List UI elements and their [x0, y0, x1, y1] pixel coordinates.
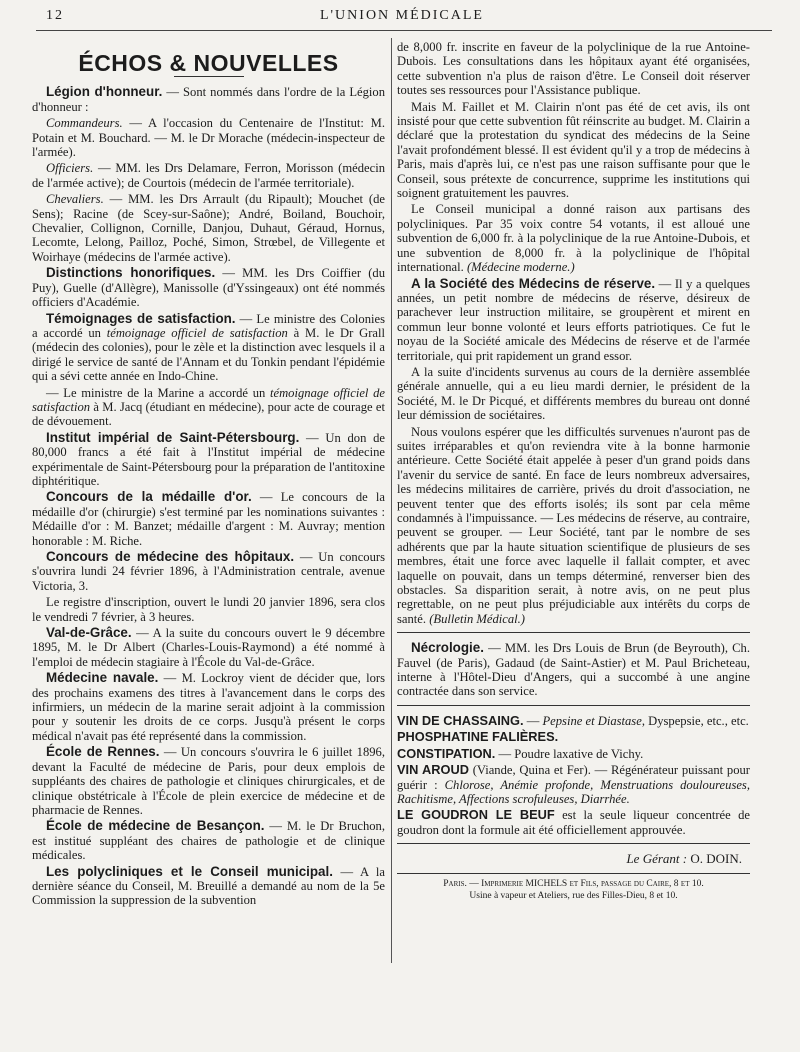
officiers-text: — MM. les Drs Delamare, Ferron, Morisson (médecin de l'armée active); de Courtois (médecin de l'armée territoriale). [32, 161, 385, 190]
institut-text: — Un don de 80,000 francs a été fait à l'Institut impérial de médecine expérimentale de Saint-Pétersbourg pour la préparation de l'antitoxine diphtéritique. [32, 430, 385, 488]
column-divider [391, 38, 392, 963]
running-head [32, 4, 772, 28]
reserve-paragraph [397, 277, 750, 363]
ad-phosphatine-heading: PHOSPHATINE FALIÈRES. [397, 729, 559, 745]
right-column [397, 40, 750, 902]
reserve-heading: A la Société des Médecins de réserve. [411, 275, 656, 291]
legion-heading: Légion d'honneur. [46, 84, 163, 100]
ad-goudron [397, 808, 750, 837]
title-rule [174, 76, 244, 77]
polycliniques-continued-3-text: Le Conseil municipal a donné raison aux partisans des polycliniques. Par 35 voix contre 54 votants, il est alloué une subvention de 6,000 fr. à la polyclinique de la rue Antoine-Dubois, et une subvention de 8,000 fr. à la polyclinique de l'hôpital international. [397, 202, 750, 275]
medaille-heading: Concours de la médaille d'or. [46, 489, 252, 505]
valdegrace-text: — A la suite du concours ouvert le 9 décembre 1895, M. le Dr Albert (Charles-Louis-Raymond) a été nommé à l'emploi de médecin stagiaire à l'École du Val-de-Grâce. [32, 626, 385, 669]
necrologie-top-rule [397, 632, 750, 633]
legion-intro: — Sont nommés dans l'ordre de la Légion d'honneur : [32, 85, 386, 114]
hopitaux-heading: Concours de médecine des hôpitaux. [46, 549, 295, 564]
besancon-text: — M. le Dr Bruchon, est institué suppléant des chaires de pathologie et de clinique médicales. [32, 819, 385, 863]
chevaliers-text: — MM. les Drs Arrault (du Ripault); Mouchet (de Sens); Racine (de Scey-sur-Saône); André, Boiland, Bouchoir, Chevalier, Collignon, Cornille, Danjou, Duhaut, Géraud, Hornus, Lecomte, Lelong, Pailloz, Poché, Simon, Strœbel, de Villegente et Woirhaye (médecins de l'armée active). [32, 192, 385, 264]
temoignages-paragraph [32, 312, 385, 384]
necrologie-paragraph [397, 641, 750, 699]
ad-chassaing-dash: — [523, 713, 543, 728]
ad-chassaing-text: , Dyspepsie, etc., etc. [641, 713, 749, 728]
temoignages-heading: Témoignages de satisfaction. [46, 310, 236, 326]
valdegrace-heading: Val-de-Grâce. [46, 625, 132, 641]
institut-paragraph [32, 431, 385, 489]
distinctions-text: — MM. les Drs Coiffier (du Puy), Guelle (d'Allègre), Manissolle (d'Yssingeaux) ont été nommés officiers d'Académie. [32, 266, 385, 310]
temoignages-text-2: à M. le Dr Grall (médecin des colonies), pour le zèle et la distinction avec lesquels il a dirigé le service de santé de l'Annam et du Tonkin pendant l'épidémie qui a sévi cette année en Indo-Chine. [32, 325, 386, 384]
advertisements [397, 714, 750, 837]
legion-paragraph [32, 85, 385, 114]
polycliniques-continued-3 [397, 202, 750, 274]
journal-title: L'UNION MÉDICALE [319, 8, 484, 23]
chevaliers-paragraph [32, 192, 385, 264]
ad-goudron-heading: LE GOUDRON LE BEUF [397, 807, 555, 823]
ad-chassaing-heading: VIN DE CHASSAING. [397, 712, 524, 728]
necrologie-text: — MM. les Drs Louis de Brun (de Beyrouth), Ch. Fauvel (de Paris), Gadaud (de Saint-Astier) et M. Paul Bricheteau, interne à l'Hôtel-Dieu d'Angers, qui a succombé à une angine contractée dans son service. [397, 641, 750, 699]
imprint-line-1: Paris. — Imprimerie MICHELS et Fils, passage du Caire, 8 et 10. [443, 878, 704, 889]
page-number: 12 [46, 8, 64, 23]
navale-paragraph [32, 671, 385, 743]
hopitaux-paragraph [32, 550, 385, 593]
ad-phosphatine [397, 730, 750, 744]
hopitaux-text: — Un concours s'ouvrira lundi 24 février 1896, à l'Administration centrale, avenue Victoria, 3. [32, 550, 385, 593]
reserve-source: (Bulletin Médical.) [429, 611, 526, 626]
temoignages-text-3: — Le ministre de la Marine a accordé un [46, 385, 270, 400]
polycliniques-paragraph [32, 865, 385, 908]
printer-imprint [397, 878, 750, 902]
ad-aroud-text: (Viande, Quina et Fer). — Régénérateur puissant pour guérir : [397, 763, 750, 792]
rennes-text: — Un concours s'ouvrira le 6 juillet 1896, devant la Faculté de médecine de Paris, pour deux emplois de suppléants des chaires de pathologie et cliniques chirurgicales, et de clinique obstétricale à l'École de plein exercice de médecine et de pharmacie de Rennes. [32, 745, 385, 817]
temoignages-italic-1: témoignage officiel de satisfaction [106, 325, 288, 340]
navale-heading: Médecine navale. [46, 670, 159, 686]
ads-top-rule [397, 705, 750, 706]
imprint-rule [397, 873, 750, 874]
ad-goudron-text: est la seule liqueur concentrée de goudron dont la formule ait été officiellement approuvée. [397, 808, 750, 837]
commandeurs-text: — A l'occasion du Centenaire de l'Institut: M. Potain et M. Bouchard. — M. le Dr Morache (médecin-inspecteur de l'armée). [32, 116, 385, 160]
temoignages-italic-2: témoignage officiel de satisfaction [32, 385, 385, 414]
ad-constipation-heading: CONSTIPATION. [397, 745, 496, 761]
medaille-paragraph [32, 490, 385, 548]
ad-aroud [397, 763, 750, 806]
medaille-text: — Le concours de la médaille d'or (chirurgie) s'est terminé par les nominations suivantes : Médaille d'or : M. Banzet; médaille d'argent : M. Auvray; mention honorable : M. Riche. [32, 490, 386, 548]
officiers-paragraph [32, 161, 385, 190]
gerant-label: Le Gérant : [626, 851, 691, 867]
commandeurs-label: Commandeurs. [46, 116, 123, 131]
rennes-heading: École de Rennes. [46, 744, 160, 760]
besancon-heading: École de médecine de Besançon. [46, 818, 265, 834]
ad-chassaing-italic: Pepsine et Diastase [542, 713, 642, 728]
distinctions-heading: Distinctions honorifiques. [46, 265, 216, 281]
temoignages-text-4: à M. Jacq (étudiant en médecine), pour acte de courage et de dévouement. [32, 399, 385, 429]
ad-chassaing [397, 714, 750, 728]
necrologie-heading: Nécrologie. [411, 640, 484, 656]
polycliniques-continued-1: de 8,000 fr. inscrite en faveur de la polyclinique de la rue Antoine-Dubois. Les consultations dans les hôpitaux ayant été organisées, cette subvention n'a plus de raison d'être. Le Conseil doit réserver toutes ses ressources pour l'Assistance publique. [397, 40, 750, 98]
gerant-name: O. DOIN. [690, 851, 742, 867]
reserve-text-1: — Il y a quelques années, un petit nombre de médecins de réserve, désireux de parachever leur instruction militaire, se groupèrent et mirent en commun leur bonne volonté et leurs efforts patriotiques. Ce fut le noyau de la Société amicale des Médecins de réserve et de l'armée territoriale, qui prit rapidement un grand essor. [397, 276, 750, 363]
institut-heading: Institut impérial de Saint-Pétersbourg. [46, 429, 300, 445]
ad-aroud-italic: Chlorose, Anémie profonde, Menstruations douloureuses, Rachitisme, Affections scrofuleuses, Diarrhée. [397, 777, 750, 806]
navale-text: — M. Lockroy vient de décider que, lors des prochains examens des titres à l'avancement dans le corps des infirmiers, un médecin de la marine serait adjoint à la commission pour y soutenir les droits de ce corps. Jusqu'à présent le corps médical n'avait pas été représenté dans la commission. [32, 671, 385, 743]
ad-constipation-text: — Poudre laxative de Vichy. [495, 746, 644, 761]
gerant-rule [397, 843, 750, 844]
besancon-paragraph [32, 819, 385, 862]
polycliniques-source: (Médecine moderne.) [466, 260, 575, 275]
chevaliers-label: Chevaliers. [46, 192, 104, 207]
temoignages-text-1: — Le ministre des Colonies a accordé un [32, 311, 386, 340]
officiers-label: Officiers. [46, 161, 94, 176]
ad-aroud-heading: VIN AROUD [397, 762, 469, 778]
commandeurs-paragraph [32, 116, 385, 159]
ad-constipation [397, 747, 750, 761]
rennes-paragraph [32, 745, 385, 817]
reserve-paragraph-2: A la suite d'incidents survenus au cours de la dernière assemblée générale annuelle, qui a eu lieu mardi dernier, le président de la Société, M. le Dr Picqué, et différents membres du bureau ont donné leur démission de sociétaires. [397, 364, 750, 423]
reserve-paragraph-3 [397, 425, 750, 627]
polycliniques-text: — A la dernière séance du Conseil, M. Breuillé a demandé au nom de la 5e Commission la suppression de la subvention [32, 864, 385, 908]
polycliniques-heading: Les polycliniques et le Conseil municipal. [46, 863, 333, 879]
distinctions-paragraph [32, 266, 385, 309]
imprint-line-2: Usine à vapeur et Ateliers, rue des Filles-Dieu, 8 et 10. [469, 890, 678, 901]
polycliniques-continued-2: Mais M. Faillet et M. Clairin n'ont pas été de cet avis, ils ont insisté pour que cette subvention fût réinscrite au budget. M. Clairin a déclaré que la protestation du syndicat des médecins de la Seine l'avait profondément blessé. Il est évident qu'il y a trop de médecins à Paris, mais d'après lui, ce n'est pas une raison suffisante pour que le Conseil, sous prétexte de concurrence, supprime les institutions qui soignent gratuitement les pauvres. [397, 99, 750, 201]
valdegrace-paragraph [32, 626, 385, 669]
hopitaux-paragraph-2: Le registre d'inscription, ouvert le lundi 20 janvier 1896, sera clos le vendredi 7 février, à 3 heures. [32, 595, 385, 624]
temoignages-paragraph-2 [32, 386, 385, 429]
header-rule [36, 30, 772, 31]
section-title: ÉCHOS & NOUVELLES [78, 50, 339, 76]
left-column [32, 40, 385, 910]
reserve-text-3: Nous voulons espérer que les difficultés survenues n'auront pas de suites irréparables et qu'on reviendra vite à la bonne harmonie antérieure. Cette Société était appelée à peser d'un grand poids dans l'avenir du service de santé. En face de leurs nombreux adversaires, les médecins militaires de carrière, privés du droit d'association, ne peuvent tenter que des efforts isolés; ils sont par cela même condamnés à l'impuissance. — Les médecins de réserve, au contraire, peuvent se grouper. — Leur Société, tant par le nombre de ses adhérents que par la haute situation scientifique de plusieurs de ses membres, était une force avec laquelle il fallait compter, et avec laquelle on pouvait, dans un temps déterminé, renverser bien des obstacles. Sa disparition serait, à notre avis, on ne peut plus regrettable, on ne peut plus préjudiciable aux intérêts du corps de santé. [397, 424, 750, 626]
gerant-signature [397, 852, 742, 866]
